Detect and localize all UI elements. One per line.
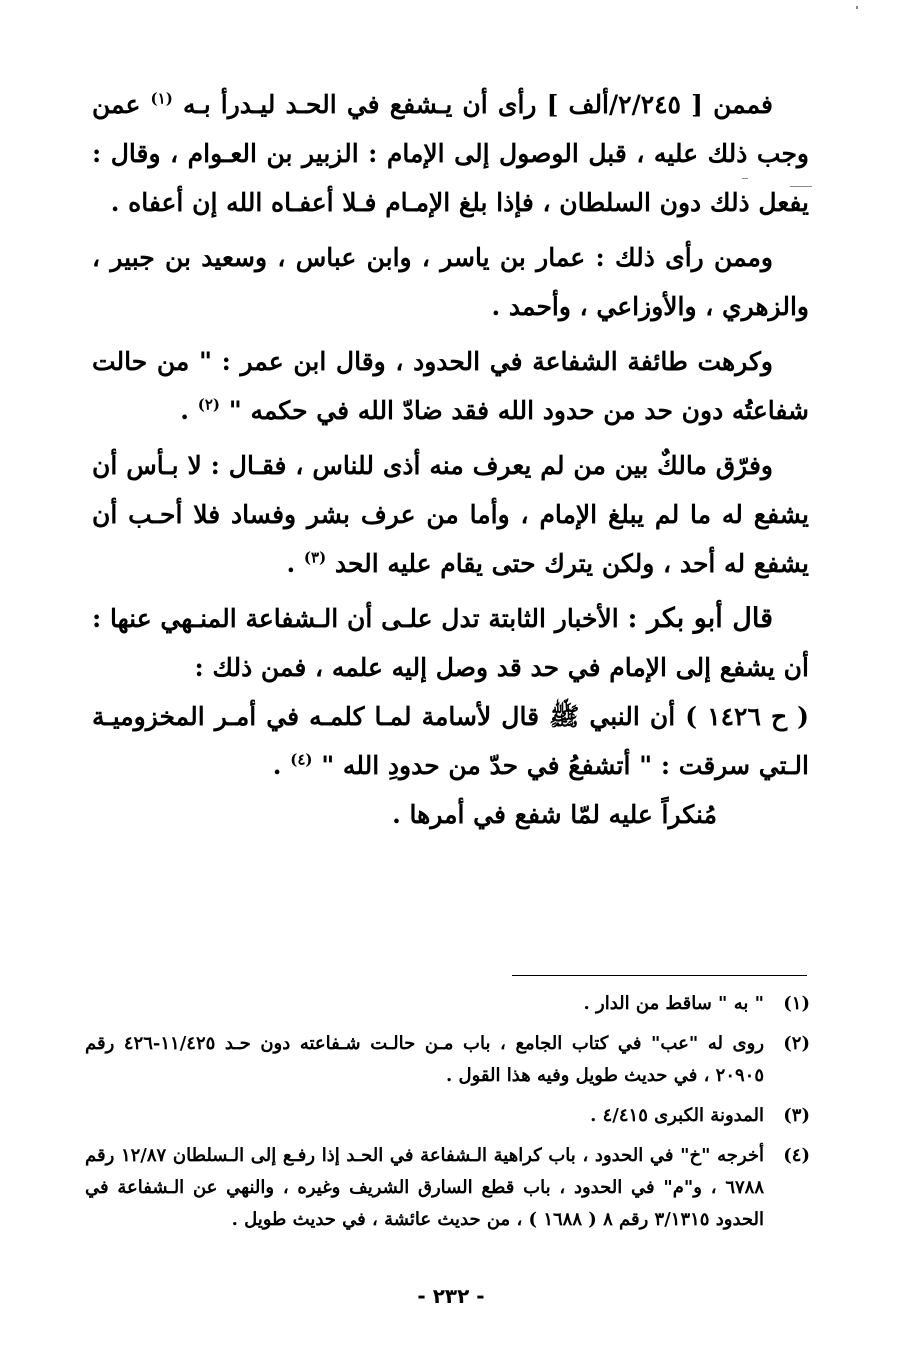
footnote-ref-3[interactable]: (٣) — [303, 548, 327, 567]
footnote-1 — [85, 988, 810, 1020]
footnotes — [85, 988, 810, 1244]
footnote-text: روى له "عب" في كتاب الجامع ، باب مـن حالـت شـفاعته دون حـد ١١/٤٢٥-٤٢٦ رقم ٢٠٩٠٥ ، في حديث طويل وفيه هذا القول . — [85, 1033, 765, 1086]
paragraph-5: قال أبو بكر : الأخبار الثابتة تدل علـى أن الـشفاعة المنـهي عنها : أن يشفع إلى الإمام في حد قد وصل إليه علمه ، فمن ذلك : — [92, 603, 809, 682]
footnote-text: " به " ساقط من الدار . — [583, 993, 764, 1014]
footnote-text: أخرجه "خ" في الحدود ، باب كراهية الـشفاعة في الحـد إذا رفـع إلى الـسلطان ١٢/٨٧ رقم ٦٧٨٨ ، و"م" في الحدود ، باب قطع السارق الشريف وغيره ، والنهي عن الـشفاعة في الحدود ٣/١٣١٥ رقم ٨ ( ١٦٨٨ ) ، من حديث عائشة ، في حديث طويل . — [85, 1145, 764, 1230]
footnote-ref-4[interactable]: (٤) — [290, 750, 313, 769]
footnote-separator — [512, 975, 807, 976]
footnote-number: (١) — [783, 993, 810, 1014]
speaker-label: قال أبو بكر : — [627, 603, 773, 634]
paragraph-2: وممن رأى ذلك : عمار بن ياسر ، وابن عباس ، وسعيد بن جبير ، والزهري ، والأوزاعي ، وأحمد . — [92, 243, 809, 321]
scan-speck — [790, 186, 812, 187]
page-number: - ٢٣٢ - — [417, 1284, 485, 1308]
footnote-number: (٣) — [783, 1105, 810, 1126]
footnote-3 — [85, 1100, 810, 1132]
footnote-text: المدونة الكبرى ٤/٤١٥ . — [590, 1105, 764, 1126]
scan-speck — [856, 6, 858, 9]
paragraph-3: وكرهت طائفة الشفاعة في الحدود ، وقال ابن عمر : " من حالت شفاعتُه دون حد من حدود الله فقد ضادّ الله في حكمه " $^{(٢)}$ . — [92, 347, 809, 425]
main-text — [92, 80, 809, 839]
footnote-ref-2[interactable]: (٢) — [197, 395, 220, 414]
footnote-4 — [85, 1140, 810, 1236]
footnote-ref-1[interactable]: (١) — [150, 89, 173, 108]
footnote-number: (٢) — [783, 1033, 810, 1054]
hadith-paragraph: ( ح ١٤٢٦ ) أن النبي ﷺ قال لأسامة لمـا كلمـه في أمـر المخزوميـة الـتي سرقت : " أتشفعُ في حدّ من حدودِ الله " $^{(٤)}$ . — [92, 702, 810, 780]
footnote-2 — [85, 1028, 810, 1092]
paragraph-4: وفرّق مالكٌ بين من لم يعرف منه أذى للناس ، فقـال : لا بـأس أن يشفع له ما لم يبلغ الإمام ، وأما من عرف بشر وفساد فلا أحـب أن يشفع له أحد ، ولكن يترك حتى يقام عليه الحد $^{(٣)}$ . — [92, 451, 809, 578]
scan-speck — [742, 178, 748, 179]
footnote-number: (٤) — [783, 1145, 810, 1166]
paragraph-1: فممن [ ٢/٢٤٥/ألف ] رأى أن يـشفع في الحـد ليـدرأ بـه $^{(١)}$ عمن وجب ذلك عليه ، قبل الوصول إلى الإمام : الزبير بن العـوام ، وقال : يفعل ذلك دون السلطان ، فإذا بلغ الإمـام فـلا أعفـاه الله إن أعفاه . — [92, 89, 809, 217]
paragraph-7: مُنكراً عليه لمّا شفع في أمرها . — [392, 800, 717, 829]
